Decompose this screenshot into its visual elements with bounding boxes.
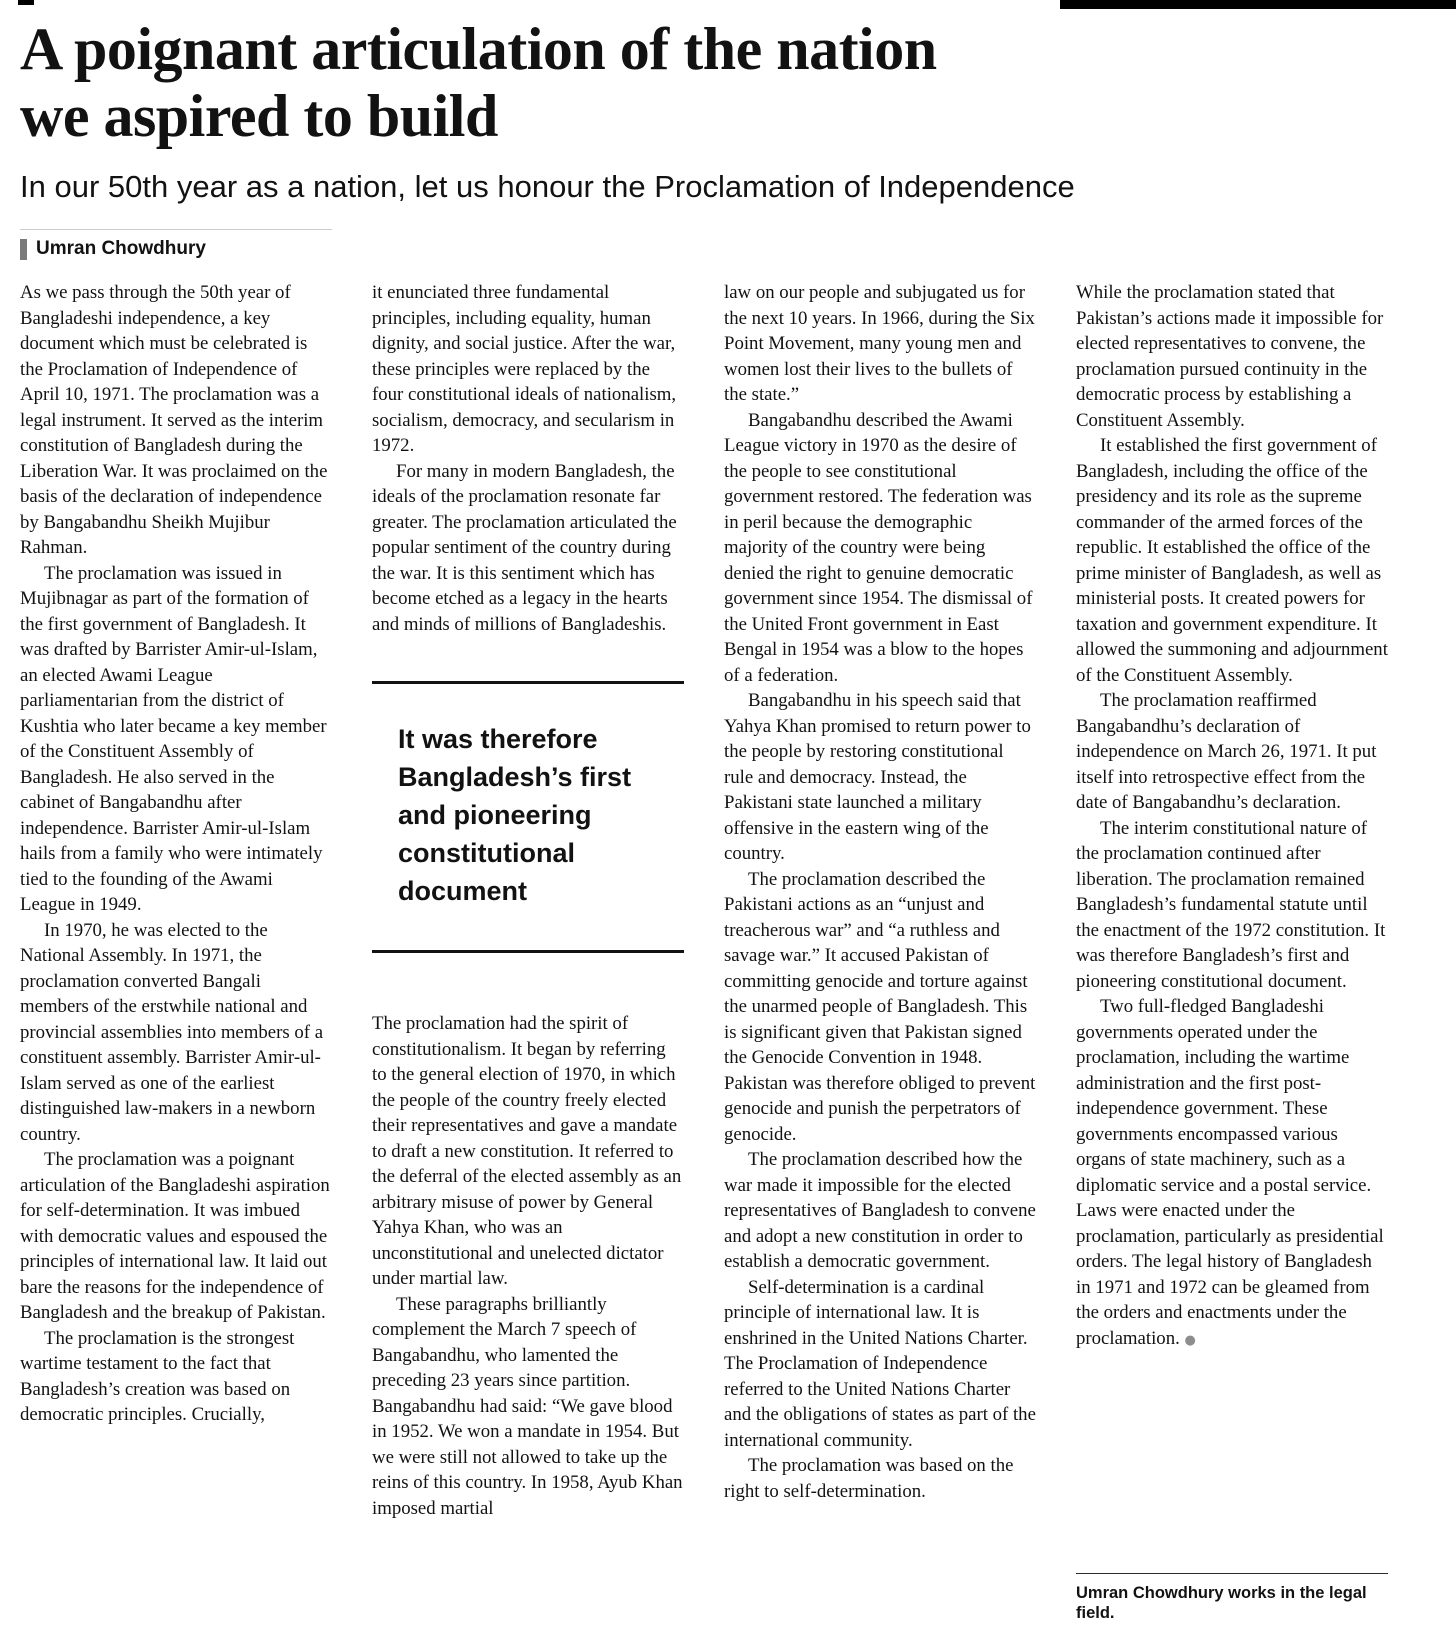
article-paragraph: The proclamation reaffirmed Bangabandhu’s declaration of independence on March 26, 1971. It put itself into retrospective effect from the date of Bangabandhu’s declaration. [1076, 690, 1377, 813]
page-crop-mark-left [18, 0, 34, 5]
article-paragraph: While the proclamation stated that Pakistan’s actions made it impossible for elected representatives to convene, the proclamation pursued continuity in the democratic process by establishing a Constituent Assembly. [1076, 282, 1384, 431]
article-paragraph: The proclamation was issued in Mujibnagar as part of the formation of the first government of Bangladesh. It was drafted by Barrister Amir-ul-Islam, an elected Awami League parliamentarian from the district of Kushtia who later became a key member of the Constituent Assembly of Bangladesh. He also served in the cabinet of Bangabandhu after independence. Barrister Amir-ul-Islam hails from a family who were intimately tied to the founding of the Awami League in 1949. [20, 562, 327, 915]
credit-block [1076, 1573, 1388, 1623]
article-paragraph: The interim constitutional nature of the proclamation continued after liberation. The proclamation remained Bangladesh’s fundamental statute until the enactment of the 1972 constitution. It was therefore Bangladesh’s first and pioneering constitutional document. [1076, 817, 1386, 992]
headline-line-1: A poignant articulation of the nation [20, 16, 937, 82]
byline-marker-bar [20, 239, 27, 260]
article-paragraph: As we pass through the 50th year of Bangladeshi independence, a key document which must be celebrated is the Proclamation of Independence of April 10, 1971. The proclamation was a legal instrument. It served as the interim constitution of Bangladesh during the Liberation War. It was proclaimed on the basis of the declaration of independence by Bangabandhu Sheikh Mujibur Rahman. [20, 282, 328, 558]
article-paragraph: These paragraphs brilliantly complement the March 7 speech of Bangabandhu, who lamented the preceding 23 years since partition. Bangabandhu had said: “We gave blood in 1952. We won a mandate in 1954. But we were still not allowed to take up the reins of this country. In 1958, Ayub Khan imposed martial [372, 1293, 683, 1519]
page-crop-mark-right [1060, 0, 1456, 9]
article-paragraph: Self-determination is a cardinal principle of international law. It is enshrined in the United Nations Charter. The Proclamation of Independence referred to the United Nations Charter and the obligations of states as part of the international community. [724, 1276, 1036, 1451]
pull-quote-text: It was therefore Bangladesh’s first and pioneering constitutional document [398, 724, 632, 906]
author-credit: Umran Chowdhury works in the legal field. [1076, 1584, 1367, 1622]
article-paragraph [1076, 994, 1388, 1353]
article-paragraph: The proclamation described how the war made it impossible for the elected representatives of Bangladesh to convene and adopt a new constitution in order to establish a democratic government. [724, 1149, 1036, 1272]
article-paragraph: Bangabandhu described the Awami League victory in 1970 as the desire of the people to see constitutional government restored. The federation was in peril because the demographic majority of the country were being denied the right to genuine democratic government since 1954. The dismissal of the United Front government in East Bengal in 1954 was a blow to the hopes of a federation. [724, 409, 1033, 686]
article-paragraph: The proclamation was based on the right to self-determination. [724, 1455, 1014, 1502]
byline: Umran Chowdhury [36, 238, 206, 259]
headline [20, 16, 1396, 150]
article-paragraph: The proclamation was a poignant articulation of the Bangladeshi aspiration for self-determination. It was imbued with democratic values and espoused the principles of international law. It laid out bare the reasons for the independence of Bangladesh and the breakup of Pakistan. [20, 1149, 330, 1323]
article-paragraph: law on our people and subjugated us for the next 10 years. In 1966, during the Six Point Movement, many young men and women lost their lives to the bullets of the state.” [724, 282, 1035, 405]
paragraph-text: Two full-fledged Bangladeshi governments operated under the proclamation, including the wartime administration and the first post-independence government. These governments encompassed various organs of state machinery, such as a diplomatic service and a postal service. Laws were enacted under the proclamation, particularly as presidential orders. The legal history of Bangladesh in 1971 and 1972 can be gleamed from the orders and enactments under the proclamation. [1076, 996, 1384, 1349]
article-paragraph: Bangabandhu in his speech said that Yahya Khan promised to return power to the people by restoring constitutional rule and democracy. Instead, the Pakistani state launched a military offensive in the eastern wing of the country. [724, 690, 1031, 864]
column-4 [1076, 280, 1388, 1633]
pull-quote [372, 681, 684, 953]
article-paragraph: The proclamation had the spirit of constitutionalism. It began by referring to the general election of 1970, in which the people of the country freely elected their representatives and gave a mandate to draft a new constitution. It referred to the deferral of the elected assembly as an arbitrary misuse of power by General Yahya Khan, who was an unconstitutional and unelected dictator under martial law. [372, 1013, 682, 1289]
headline-line-2: we aspired to build [20, 83, 498, 149]
standfirst: In our 50th year as a nation, let us honour the Proclamation of Independence [20, 169, 1075, 204]
article-header [20, 16, 1396, 260]
end-of-article-mark: ● [1184, 1332, 1196, 1348]
article-body [20, 280, 1396, 1633]
column-2 [372, 280, 684, 1633]
article-paragraph: The proclamation is the strongest wartime testament to the fact that Bangladesh’s creation was based on democratic principles. Crucially, [20, 1327, 295, 1425]
article-paragraph: It established the first government of Bangladesh, including the office of the presidency and its role as the supreme commander of the armed forces of the republic. It established the office of the prime minister of Bangladesh, as well as ministerial posts. It created powers for taxation and government expenditure. It allowed the summoning and adjournment of the Constituent Assembly. [1076, 435, 1388, 686]
article-paragraph: it enunciated three fundamental principles, including equality, human dignity, and social justice. After the war, these principles were replaced by the four constitutional ideals of nationalism, socialism, democracy, and secularism in 1972. [372, 282, 677, 456]
column-3 [724, 280, 1036, 1633]
article-paragraph: For many in modern Bangladesh, the ideals of the proclamation resonate far greater. The proclamation articulated the popular sentiment of the country during the war. It is this sentiment which has become etched as a legacy in the hearts and minds of millions of Bangladeshis. [372, 460, 677, 635]
article-paragraph: In 1970, he was elected to the National Assembly. In 1971, the proclamation converted Bangali members of the erstwhile national and provincial assemblies into members of a constituent assembly. Barrister Amir-ul-Islam served as one of the earliest distinguished law-makers in a newborn country. [20, 919, 324, 1145]
article-paragraph: The proclamation described the Pakistani actions as an “unjust and treacherous war” and “a ruthless and savage war.” It accused Pakistan of committing genocide and torture against the unarmed people of Bangladesh. This is significant given that Pakistan signed the Genocide Convention in 1948. Pakistan was therefore obliged to prevent genocide and punish the perpetrators of genocide. [724, 868, 1036, 1145]
column-1 [20, 280, 332, 1633]
byline-block [20, 229, 332, 260]
